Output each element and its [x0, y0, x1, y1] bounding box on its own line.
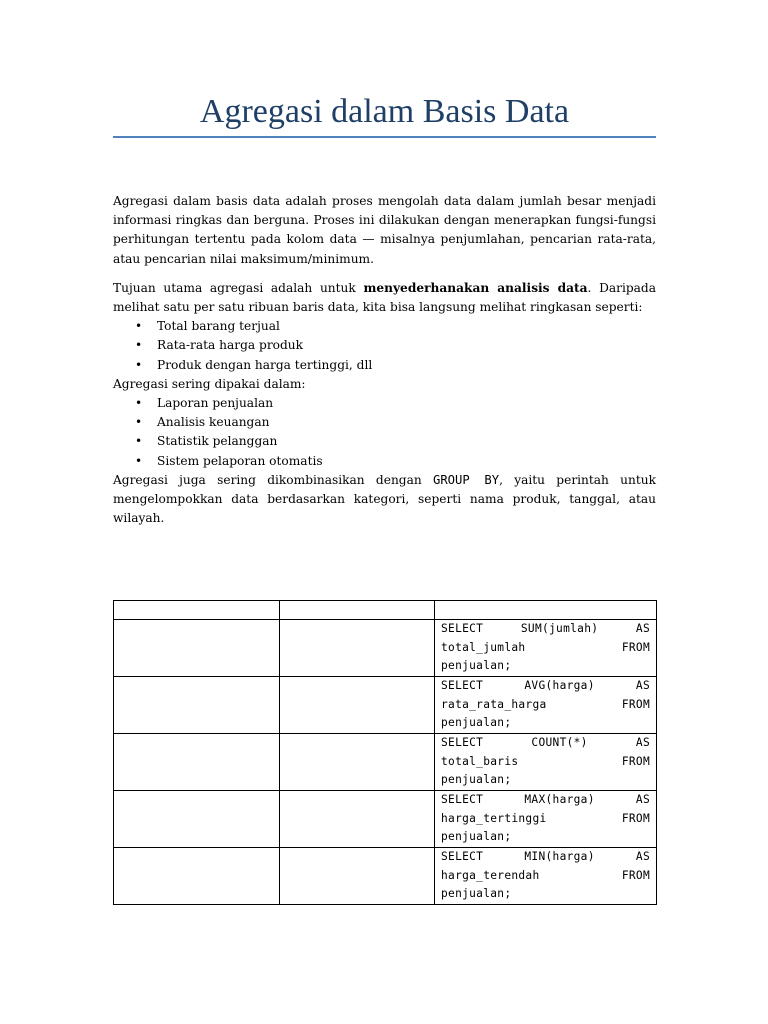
sql-query	[435, 791, 656, 847]
paragraph-usage: Agregasi sering dipakai dalam:	[113, 376, 306, 391]
list-item-text: Rata-rata harga produk	[157, 338, 304, 353]
sql-token: penjualan;	[441, 659, 512, 672]
table-row	[114, 734, 657, 791]
bullet-icon: •	[135, 338, 143, 353]
list-item-text: Analisis keuangan	[157, 415, 270, 430]
bullet-icon: •	[135, 319, 143, 334]
sql-query	[435, 677, 656, 733]
sql-token: penjualan;	[441, 830, 512, 843]
sql-token: total_baris	[441, 754, 519, 768]
list-item	[135, 432, 656, 451]
sql-token: AS	[635, 793, 650, 806]
header-cell	[114, 601, 280, 620]
sql-token: MIN(harga)	[524, 850, 595, 863]
list-item	[135, 413, 656, 432]
sql-token: rata_rata_harga	[441, 697, 547, 711]
list-item	[135, 317, 656, 336]
table-cell	[114, 734, 280, 791]
table-cell	[280, 791, 435, 848]
sql-token: SELECT	[441, 736, 484, 749]
sql-query	[435, 848, 656, 904]
list-item	[135, 452, 656, 471]
table-row	[114, 677, 657, 734]
group-by-keyword: GROUP BY	[432, 472, 500, 487]
sql-token: FROM	[621, 811, 650, 825]
table-row	[114, 620, 657, 677]
sql-token: FROM	[621, 868, 650, 882]
sql-token: FROM	[621, 640, 650, 654]
table-cell	[114, 848, 280, 905]
sql-token: SELECT	[441, 793, 484, 806]
sql-token: AS	[635, 622, 650, 635]
table-header-row	[114, 601, 657, 620]
sql-query-cell	[435, 677, 657, 734]
list-item	[135, 394, 656, 413]
sql-token: SELECT	[441, 679, 484, 692]
sql-table	[113, 600, 657, 905]
sql-token: FROM	[621, 754, 650, 768]
sql-query-cell	[435, 791, 657, 848]
table-cell	[114, 677, 280, 734]
list-item-text: Produk dengan harga tertinggi, dll	[157, 357, 373, 372]
table-row	[114, 791, 657, 848]
sql-token: COUNT(*)	[531, 736, 588, 749]
group-by-text-start: Agregasi juga sering dikombinasikan dengan	[113, 472, 433, 487]
table-cell	[280, 677, 435, 734]
paragraph-purpose	[113, 279, 656, 317]
purpose-text-end: . Daripada melihat satu per satu ribuan baris data, kita bisa langsung melihat ringkasan seperti:	[113, 280, 656, 315]
list-item-text: Sistem pelaporan otomatis	[157, 453, 323, 468]
paragraph-intro: Agregasi dalam basis data adalah proses mengolah data dalam jumlah besar menjadi informasi ringkas dan berguna. Proses ini dilakukan dengan menerapkan fungsi-fungsi perhitungan tertentu pada kolom data — misalnya penjumlahan, pencarian rata-rata, atau pencarian nilai maksimum/minimum.	[113, 194, 656, 266]
document-title: Agregasi dalam Basis Data	[199, 93, 570, 130]
list-item	[135, 336, 656, 355]
list-item-text: Statistik pelanggan	[157, 434, 278, 449]
table-cell	[280, 848, 435, 905]
sql-token: penjualan;	[441, 773, 512, 786]
sql-token: harga_terendah	[441, 868, 540, 882]
document-body	[113, 192, 656, 528]
sql-token: SELECT	[441, 622, 484, 635]
sql-token: AVG(harga)	[524, 679, 595, 692]
sql-token: MAX(harga)	[524, 793, 595, 806]
title-underline	[113, 136, 656, 138]
bullet-icon: •	[135, 434, 143, 449]
sql-token: FROM	[621, 697, 650, 711]
sql-query	[435, 620, 656, 676]
table-cell	[280, 734, 435, 791]
sql-token: harga_tertinggi	[441, 811, 547, 825]
list-item-text: Laporan penjualan	[157, 396, 274, 411]
sql-query-cell	[435, 734, 657, 791]
table-cell	[280, 620, 435, 677]
sql-token: penjualan;	[441, 716, 512, 729]
usage-list	[113, 394, 656, 471]
purpose-text-start: Tujuan utama agregasi adalah untuk	[113, 280, 364, 295]
table-cell	[114, 791, 280, 848]
header-cell	[280, 601, 435, 620]
sql-token: total_jumlah	[441, 640, 526, 654]
sql-token: penjualan;	[441, 887, 512, 900]
table-cell	[114, 620, 280, 677]
sql-query-cell	[435, 620, 657, 677]
group-by-text-end: , yaitu perintah untuk mengelompokkan data berdasarkan kategori, seperti nama produk, tanggal, atau wilayah.	[113, 472, 657, 526]
sql-token: AS	[635, 850, 650, 863]
sql-token: SUM(jumlah)	[520, 622, 599, 635]
list-item-text: Total barang terjual	[157, 319, 280, 334]
summary-list	[113, 317, 656, 375]
sql-query	[435, 734, 656, 790]
list-item	[135, 356, 656, 375]
bullet-icon: •	[135, 415, 143, 430]
paragraph-group-by	[113, 471, 656, 529]
header-cell	[435, 601, 657, 620]
bullet-icon: •	[135, 453, 143, 468]
sql-token: AS	[635, 679, 650, 692]
purpose-emphasis: menyederhanakan analisis data	[363, 280, 588, 295]
sql-query-cell	[435, 848, 657, 905]
sql-token: SELECT	[441, 850, 484, 863]
sql-token: AS	[635, 736, 650, 749]
bullet-icon: •	[135, 396, 143, 411]
table-row	[114, 848, 657, 905]
bullet-icon: •	[135, 357, 143, 372]
